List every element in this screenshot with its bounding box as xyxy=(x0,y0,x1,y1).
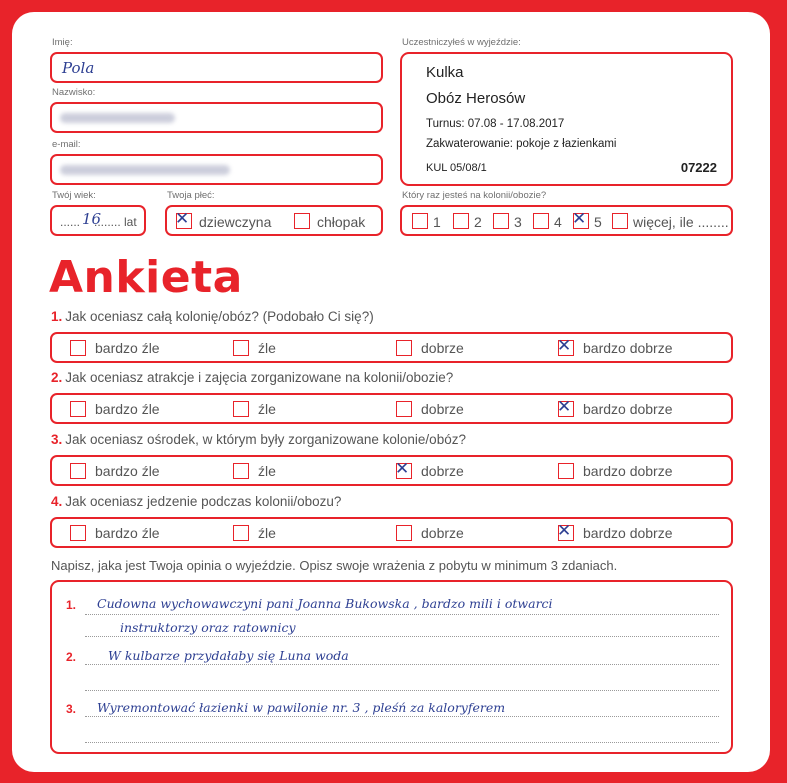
rating-option-label: dobrze xyxy=(421,525,464,541)
visit-checkbox-5[interactable] xyxy=(572,209,589,229)
answer-line xyxy=(85,742,719,743)
rating-option-label: bardzo źle xyxy=(95,525,160,541)
visit-option-1: 1 xyxy=(433,214,441,230)
answer-line xyxy=(85,664,719,665)
age-suffix: ........ lat xyxy=(94,215,137,229)
participant-card xyxy=(400,52,733,186)
camp-name: Obóz Herosów xyxy=(426,90,526,107)
answer-number-2: 2. xyxy=(66,650,77,664)
check-mark: ✕ xyxy=(175,209,190,229)
question-4 xyxy=(51,494,341,509)
surname-field[interactable] xyxy=(50,102,383,133)
rating-checkbox[interactable] xyxy=(557,397,574,417)
answer-number-3: 3. xyxy=(66,702,77,716)
rating-checkbox[interactable] xyxy=(233,340,249,356)
answer-line xyxy=(85,690,719,691)
visit-option-more: więcej, ile ........ xyxy=(633,214,729,230)
age-label: Twój wiek: xyxy=(52,190,96,201)
answer-line-2: instruktorzy oraz ratownicy xyxy=(120,620,296,635)
check-mark: ✕ xyxy=(572,209,587,229)
visit-option-4: 4 xyxy=(554,214,562,230)
question-text: Jak oceniasz atrakcje i zajęcia zorganizowane na kolonii/obozie? xyxy=(65,370,454,385)
rating-option-label: źle xyxy=(258,525,276,541)
rating-checkbox[interactable] xyxy=(395,459,412,479)
question-text: Jak oceniasz ośrodek, w którym były zorganizowane kolonie/obóz? xyxy=(65,432,466,447)
rating-checkbox[interactable] xyxy=(557,521,574,541)
rating-option-label: bardzo dobrze xyxy=(583,340,673,356)
name-label: Imię: xyxy=(52,37,73,48)
rating-option-label: dobrze xyxy=(421,340,464,356)
participant-label: Uczestniczyłeś w wyjeździe: xyxy=(402,37,521,48)
gender-option-female: dziewczyna xyxy=(199,214,272,230)
visit-checkbox-4[interactable] xyxy=(533,213,549,229)
rating-option-label: źle xyxy=(258,401,276,417)
rating-option-label: bardzo źle xyxy=(95,463,160,479)
visit-field xyxy=(400,205,733,236)
rating-checkbox[interactable] xyxy=(70,525,86,541)
question-number: 4. xyxy=(51,494,63,509)
check-mark: ✕ xyxy=(395,459,410,479)
rating-checkbox[interactable] xyxy=(233,525,249,541)
rating-checkbox[interactable] xyxy=(396,401,412,417)
survey-title: Ankieta xyxy=(49,252,243,303)
rating-option-label: dobrze xyxy=(421,401,464,417)
check-mark: ✕ xyxy=(557,336,572,356)
rating-option-label: bardzo dobrze xyxy=(583,463,673,479)
participant-name: Kulka xyxy=(426,64,464,81)
answer-line xyxy=(85,716,719,717)
turnus: Turnus: 07.08 - 17.08.2017 xyxy=(426,118,565,130)
name-value: Pola xyxy=(62,59,95,77)
rating-checkbox[interactable] xyxy=(396,525,412,541)
answer-line xyxy=(85,614,719,615)
rating-checkbox[interactable] xyxy=(233,401,249,417)
rating-option-label: bardzo dobrze xyxy=(583,401,673,417)
check-mark: ✕ xyxy=(557,521,572,541)
rating-checkbox[interactable] xyxy=(70,340,86,356)
rating-option-label: bardzo źle xyxy=(95,340,160,356)
rating-option-label: źle xyxy=(258,463,276,479)
question-3 xyxy=(51,432,466,447)
answer-line-4: Wyremontować łazienki w pawilonie nr. 3 , pleśń za kaloryferem xyxy=(97,700,506,715)
rating-row-2 xyxy=(50,393,733,424)
question-2 xyxy=(51,370,453,385)
question-text: Jak oceniasz całą kolonię/obóz? (Podobało Ci się?) xyxy=(65,309,374,324)
gender-field xyxy=(165,205,383,236)
rating-option-label: dobrze xyxy=(421,463,464,479)
redacted-surname xyxy=(60,113,175,123)
redacted-email xyxy=(60,165,230,175)
rating-row-4 xyxy=(50,517,733,548)
visit-checkbox-3[interactable] xyxy=(493,213,509,229)
rating-checkbox[interactable] xyxy=(558,463,574,479)
question-text: Jak oceniasz jedzenie podczas kolonii/obozu? xyxy=(65,494,342,509)
visit-option-3: 3 xyxy=(514,214,522,230)
surname-label: Nazwisko: xyxy=(52,87,96,98)
answer-line-3: W kulbarze przydałaby się Luna woda xyxy=(108,648,349,663)
rating-row-3 xyxy=(50,455,733,486)
rating-option-label: źle xyxy=(258,340,276,356)
age-dots: ...... xyxy=(60,215,81,229)
participant-number: 07222 xyxy=(680,160,717,175)
answer-line-1: Cudowna wychowawczyni pani Joanna Bukowska , bardzo mili i otwarci xyxy=(97,596,553,611)
rating-checkbox[interactable] xyxy=(557,336,574,356)
opinion-prompt: Napisz, jaka jest Twoja opinia o wyjeździe. Opisz swoje wrażenia z pobytu w minimum 3 zdaniach. xyxy=(51,558,618,573)
gender-option-male: chłopak xyxy=(317,214,366,230)
gender-label: Twoja płeć: xyxy=(167,190,215,201)
visit-checkbox-more[interactable] xyxy=(612,213,628,229)
rating-row-1 xyxy=(50,332,733,363)
rating-option-label: bardzo źle xyxy=(95,401,160,417)
question-number: 1. xyxy=(51,309,63,324)
rating-checkbox[interactable] xyxy=(70,463,86,479)
question-1 xyxy=(51,309,374,324)
rating-checkbox[interactable] xyxy=(70,401,86,417)
email-label: e-mail: xyxy=(52,139,81,150)
name-field[interactable] xyxy=(50,52,383,83)
visit-label: Który raz jesteś na kolonii/obozie? xyxy=(402,190,547,201)
age-field[interactable] xyxy=(50,205,146,236)
answer-line xyxy=(85,636,719,637)
camp-code: KUL 05/08/1 xyxy=(426,162,487,174)
visit-option-2: 2 xyxy=(474,214,482,230)
gender-checkbox-male[interactable] xyxy=(294,213,310,229)
rating-checkbox[interactable] xyxy=(233,463,249,479)
visit-checkbox-1[interactable] xyxy=(412,213,428,229)
accommodation: Zakwaterowanie: pokoje z łazienkami xyxy=(426,138,617,150)
check-mark: ✕ xyxy=(557,397,572,417)
question-number: 2. xyxy=(51,370,63,385)
question-number: 3. xyxy=(51,432,63,447)
visit-option-5: 5 xyxy=(594,214,602,230)
email-field[interactable] xyxy=(50,154,383,185)
age-value: 16 xyxy=(82,210,102,228)
gender-checkbox-female[interactable] xyxy=(175,209,192,229)
rating-checkbox[interactable] xyxy=(396,340,412,356)
rating-option-label: bardzo dobrze xyxy=(583,525,673,541)
visit-checkbox-2[interactable] xyxy=(453,213,469,229)
answer-number-1: 1. xyxy=(66,598,77,612)
